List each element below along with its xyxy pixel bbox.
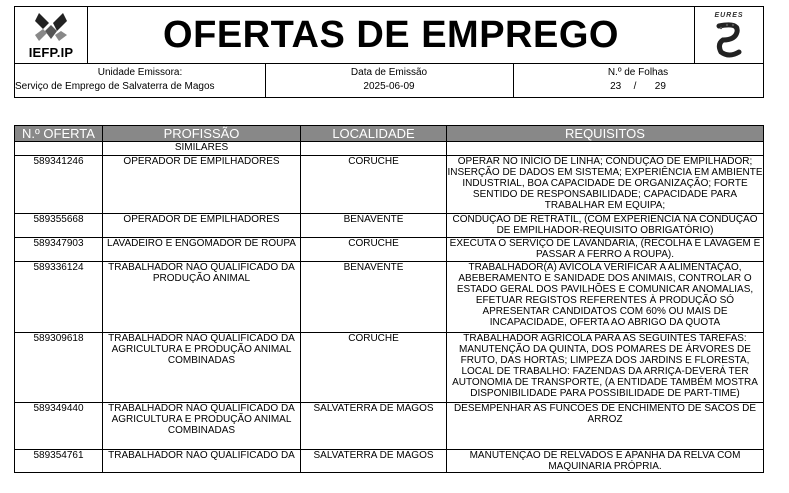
issue-date-value: 2025-06-09 bbox=[363, 81, 415, 92]
cell-profissao: OPERADOR DE EMPILHADORES bbox=[103, 156, 301, 213]
iefp-logo bbox=[15, 7, 88, 63]
header-info-row bbox=[15, 63, 763, 97]
cell-localidade: CORUCHE bbox=[301, 156, 447, 213]
document-header bbox=[14, 6, 764, 98]
cell-oferta: 589347903 bbox=[15, 238, 103, 261]
job-offers-table bbox=[14, 125, 764, 473]
table-row bbox=[15, 262, 763, 333]
page-count-label: N.º de Folhas bbox=[607, 67, 669, 78]
cell-oferta: 589309618 bbox=[15, 333, 103, 402]
page-total: 29 bbox=[654, 81, 666, 92]
cell-oferta bbox=[15, 142, 103, 155]
header-top-row bbox=[15, 7, 763, 64]
cell-profissao: TRABALHADOR NÃO QUALIFICADO DA PRODUÇÃO ANIMAL bbox=[103, 262, 301, 332]
table-header bbox=[15, 126, 763, 142]
issuing-unit-cell bbox=[15, 63, 266, 97]
cell-localidade: BENAVENTE bbox=[301, 214, 447, 237]
issue-date-cell bbox=[265, 63, 514, 97]
cell-profissao: TRABALHADOR NÃO QUALIFICADO DA AGRICULTURA E PRODUÇÃO ANIMAL COMBINADAS bbox=[103, 333, 301, 402]
cell-profissao: LAVADEIRO E ENGOMADOR DE ROUPA bbox=[103, 238, 301, 261]
cell-requisitos: TRABALHADOR AGRÍCOLA PARA AS SEGUINTES TAREFAS: MANUTENÇÃO DA QUINTA, DOS POMARES DE ÁRVORES DE FRUTO, DAS HORTAS; LIMPEZA DOS JARDINS E FLORESTA, LOCAL DE TRABALHO: FAZENDAS DA ARRIÇA-DEVERÁ TER AUTONOMIA DE TRANSPORTE, (A ENTIDADE TAMBÉM MOSTRA DISPONIBILIDADE PARA POSSIBILIDADE DE PART-TIME) bbox=[452, 333, 758, 399]
cell-oferta: 589349440 bbox=[15, 403, 103, 449]
cell-localidade: SALVATERRA DE MAGOS bbox=[301, 403, 447, 449]
eures-emblem-icon bbox=[715, 22, 743, 58]
iefp-logo-icon bbox=[33, 11, 69, 43]
column-header-oferta: N.º OFERTA bbox=[15, 126, 103, 141]
cell-requisitos: EXECUTA O SERVIÇO DE LAVANDARIA, (RECOLHA E LAVAGEM E PASSAR A FERRO A ROUPA). bbox=[449, 238, 761, 260]
page-current: 23 bbox=[610, 81, 622, 92]
table-row bbox=[15, 142, 763, 156]
cell-requisitos: DESEMPENHAR AS FUNCÕES DE ENCHIMENTO DE SACOS DE ARROZ bbox=[453, 403, 757, 425]
column-header-localidade: LOCALIDADE bbox=[301, 126, 447, 141]
table-row bbox=[15, 333, 763, 403]
cell-requisitos bbox=[447, 142, 763, 155]
table-row bbox=[15, 450, 763, 473]
cell-localidade: CORUCHE bbox=[301, 238, 447, 261]
cell-localidade bbox=[301, 142, 447, 155]
cell-oferta: 589354761 bbox=[15, 450, 103, 473]
table-row bbox=[15, 238, 763, 262]
cell-localidade: SALVATERRA DE MAGOS bbox=[301, 450, 447, 473]
cell-localidade: CORUCHE bbox=[301, 333, 447, 402]
issuing-unit-value: Serviço de Emprego de Salvaterra de Magos bbox=[15, 81, 215, 92]
cell-requisitos: TRABALHADOR(A) AVÍCOLA VERIFICAR A ALIMENTAÇÃO, ABEBERAMENTO E SANIDADE DOS ANIMAIS, CONTROLAR O ESTADO GERAL DOS PAVILHÕES E COMUNICAR ANOMALIAS, EFETUAR REGISTOS REFERENTES À PRODUÇÃO SÓ APRESENTAR CANDIDATOS COM 60% OU MAIS DE INCAPACIDADE, OFERTA AO ABRIGO DA QUOTA bbox=[456, 262, 754, 328]
page-separator: / bbox=[633, 81, 637, 92]
cell-requisitos: OPERAR NO INÍCIO DE LINHA; CONDUÇÃO DE EMPILHADOR; INSERÇÃO DE DADOS EM SISTEMA; EXPERIÊNCIA EM AMBIENTE INDUSTRIAL, BOA CAPACIDADE DE ORGANIZAÇÃO; FORTE SENTIDO DE RESPONSABILIDADE; CAPACIDADE PARA TRABALHAR EM EQUIPA; bbox=[447, 156, 763, 211]
cell-profissao: OPERADOR DE EMPILHADORES bbox=[103, 214, 301, 237]
cell-oferta: 589336124 bbox=[15, 262, 103, 332]
cell-localidade: BENAVENTE bbox=[301, 262, 447, 332]
table-row bbox=[15, 214, 763, 238]
eures-logo bbox=[694, 7, 763, 63]
page-count-cell bbox=[513, 63, 763, 97]
table-row bbox=[15, 403, 763, 450]
page-count-value bbox=[513, 81, 763, 92]
cell-oferta: 589341246 bbox=[15, 156, 103, 213]
cell-profissao: TRABALHADOR NÃO QUALIFICADO DA AGRICULTURA E PRODUÇÃO ANIMAL COMBINADAS bbox=[103, 403, 301, 449]
cell-requisitos: MANUTENÇÃO DE RELVADOS E APANHA DA RELVA COM MAQUINARIA PRÓPRIA. bbox=[469, 450, 741, 472]
table-row bbox=[15, 156, 763, 214]
cell-profissao: SIMILARES bbox=[103, 142, 301, 155]
page-title: OFERTAS DE EMPREGO bbox=[163, 13, 619, 56]
cell-profissao: TRABALHADOR NÃO QUALIFICADO DA bbox=[103, 450, 301, 473]
issue-date-label: Data de Emissão bbox=[350, 67, 428, 78]
column-header-requisitos: REQUISITOS bbox=[565, 126, 645, 141]
column-header-profissao: PROFISSÃO bbox=[103, 126, 301, 141]
cell-requisitos: CONDUÇÃO DE RETRÁTIL, (COM EXPERIÊNCIA NA CONDUÇÃO DE EMPILHADOR-REQUISITO OBRIGATÓRIO) bbox=[452, 214, 758, 236]
eures-logo-text: EURES bbox=[714, 12, 744, 19]
iefp-logo-text: IEFP.IP bbox=[28, 45, 74, 60]
cell-oferta: 589355668 bbox=[15, 214, 103, 237]
issuing-unit-label: Unidade Emissora: bbox=[97, 67, 183, 78]
